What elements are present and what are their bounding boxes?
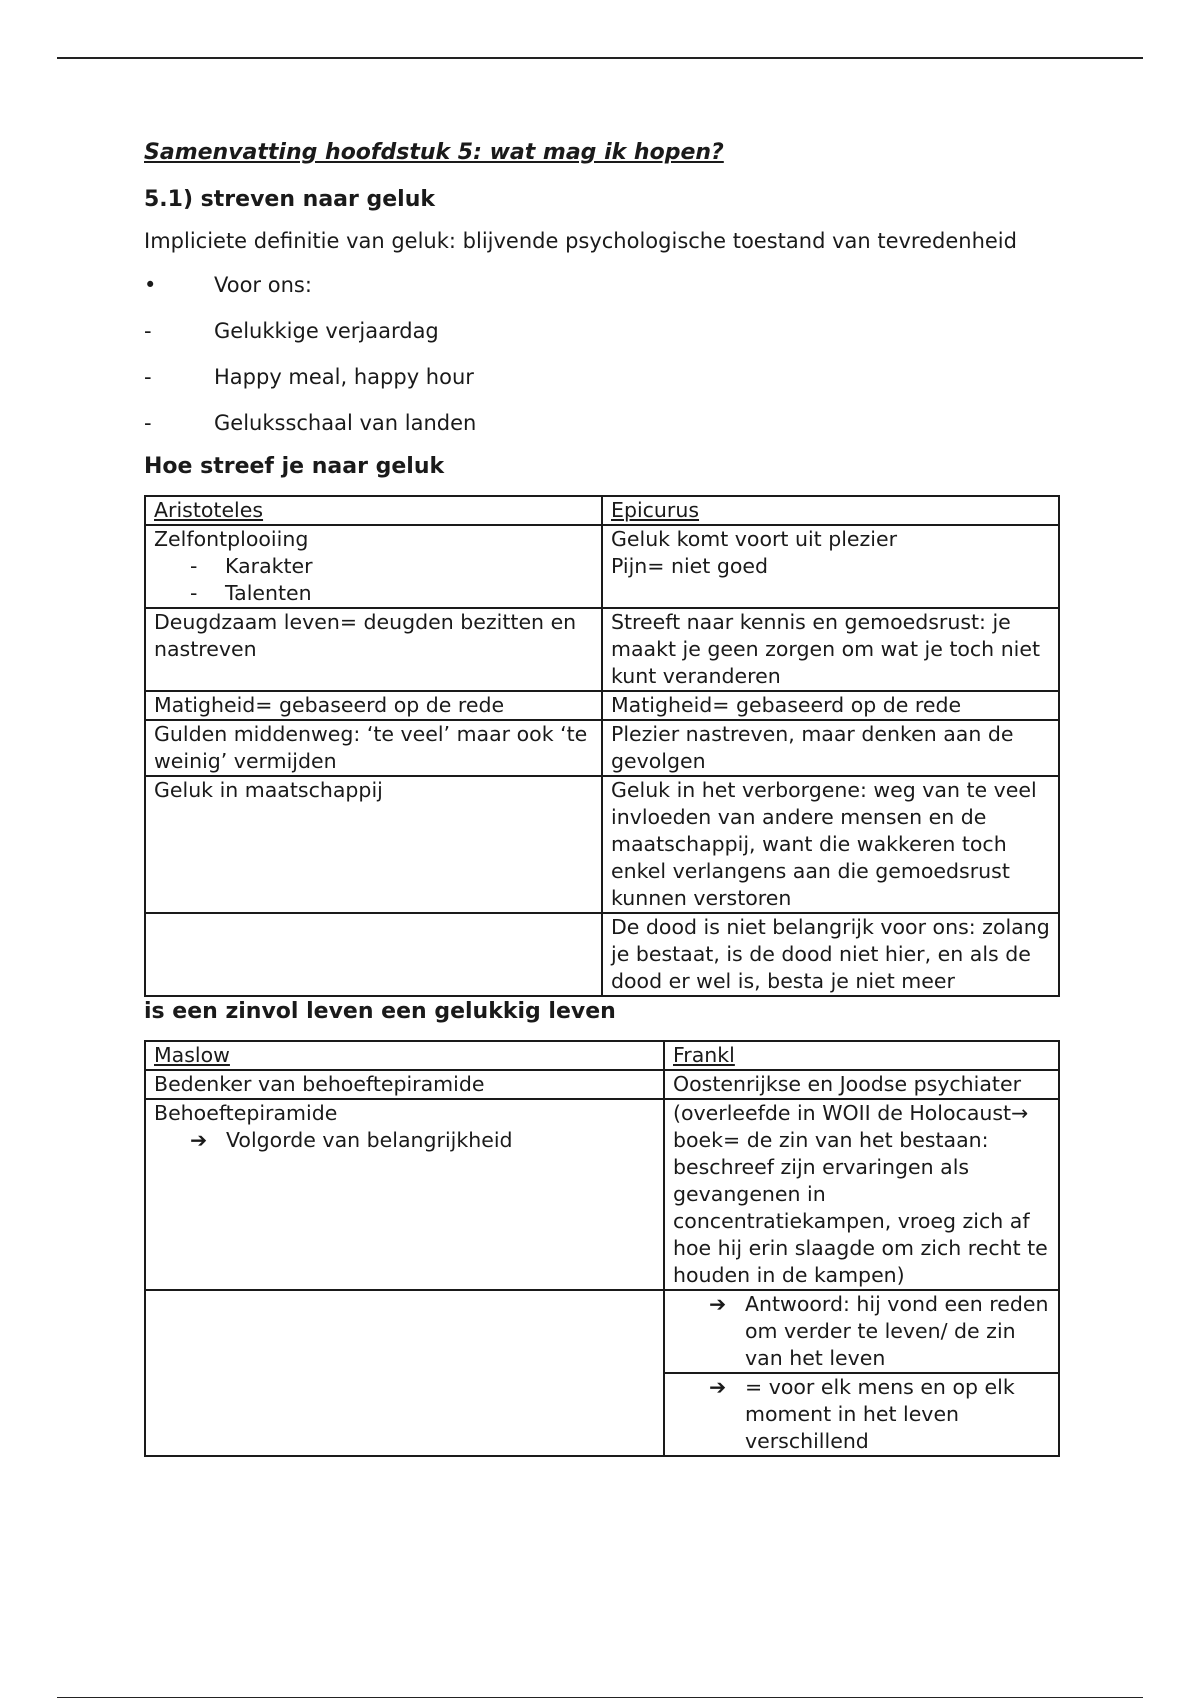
list-item	[144, 270, 1064, 300]
table-row	[145, 1290, 1059, 1373]
cell-text: Behoeftepiramide	[154, 1101, 338, 1125]
list-item-text: Karakter	[225, 554, 313, 578]
list-item	[190, 1127, 655, 1154]
table-cell	[145, 913, 602, 996]
cell-text: Zelfontplooiing	[154, 527, 309, 551]
subheading-geluk: Hoe streef je naar geluk	[144, 454, 445, 479]
table-cell: Geluk in het verborgene: weg van te veel invloeden van andere mensen en de maatschappij, want die wakkeren toch enkel verlangens aan die gemoedsrust kunnen verstoren	[602, 776, 1059, 913]
list-item: - Karakter	[190, 554, 313, 578]
arrow-list	[673, 1374, 1050, 1455]
subheading-zinvol-leven: is een zinvol leven een gelukkig leven	[144, 999, 616, 1024]
table-header-row	[145, 1041, 1059, 1070]
table-cell: Gulden middenweg: ‘te veel’ maar ook ‘te weinig’ vermijden	[145, 720, 602, 776]
table-cell: Matigheid= gebaseerd op de rede	[145, 691, 602, 720]
dash-marker: -	[144, 319, 152, 343]
list-item-text: Talenten	[225, 581, 312, 605]
list-item-text: Antwoord: hij vond een reden om verder te leven/ de zin van het leven	[745, 1292, 1049, 1370]
list-item	[709, 1374, 1050, 1455]
arrow-right-icon: ➔	[709, 1375, 727, 1399]
bottom-rule	[57, 1697, 1143, 1698]
top-rule	[57, 57, 1143, 59]
table-row	[145, 720, 1059, 776]
arrow-right-icon: ➔	[190, 1128, 208, 1152]
dash-marker: -	[144, 365, 152, 389]
bullet-marker: •	[144, 273, 157, 297]
table-cell: Geluk in maatschappij	[145, 776, 602, 913]
table-cell	[602, 525, 1059, 608]
table-row	[145, 1070, 1059, 1099]
table-cell: Streeft naar kennis en gemoedsrust: je maakt je geen zorgen om wat je toch niet kunt veranderen	[602, 608, 1059, 691]
page-title: Samenvatting hoofdstuk 5: wat mag ik hopen?	[144, 140, 724, 165]
arrow-list	[673, 1291, 1050, 1372]
table-cell: Oostenrijkse en Joodse psychiater	[664, 1070, 1059, 1099]
header-frankl: Frankl	[664, 1041, 1059, 1070]
definition-paragraph: Impliciete definitie van geluk: blijvende psychologische toestand van tevredenheid	[144, 229, 1017, 253]
list-item: - Talenten	[190, 581, 312, 605]
table-cell: Plezier nastreven, maar denken aan de gevolgen	[602, 720, 1059, 776]
list-item-text: Geluksschaal van landen	[214, 411, 477, 435]
header-epicurus: Epicurus	[602, 496, 1059, 525]
list-item	[144, 408, 1064, 438]
table-cell	[664, 1290, 1059, 1373]
table-maslow-frankl	[144, 1040, 1060, 1457]
dash-marker: -	[144, 411, 152, 435]
cell-text: Geluk komt voort uit plezier	[611, 527, 898, 551]
table-header-row	[145, 496, 1059, 525]
list-item-text: = voor elk mens en op elk moment in het leven verschillend	[745, 1375, 1015, 1453]
table-cell	[664, 1373, 1059, 1456]
table-cell	[145, 1290, 664, 1456]
document-body	[144, 140, 1064, 1457]
arrow-right-icon: ➔	[709, 1292, 727, 1316]
list-item	[144, 362, 1064, 392]
header-aristoteles: Aristoteles	[145, 496, 602, 525]
table-row	[145, 608, 1059, 691]
table-row	[145, 776, 1059, 913]
table-cell: De dood is niet belangrijk voor ons: zolang je bestaat, is de dood niet hier, en als de dood er wel is, besta je niet meer	[602, 913, 1059, 996]
cell-text: Pijn= niet goed	[611, 554, 769, 578]
list-item-text: Voor ons:	[214, 273, 312, 297]
sub-list	[154, 553, 593, 607]
table-cell	[145, 1099, 664, 1290]
header-maslow: Maslow	[145, 1041, 664, 1070]
table-cell: Bedenker van behoeftepiramide	[145, 1070, 664, 1099]
table-cell: Deugdzaam leven= deugden bezitten en nastreven	[145, 608, 602, 691]
table-row	[145, 691, 1059, 720]
list-item	[709, 1291, 1050, 1372]
bullet-list	[144, 270, 1064, 438]
arrow-list	[154, 1127, 655, 1154]
table-row	[145, 525, 1059, 608]
table-row	[145, 913, 1059, 996]
table-cell: Matigheid= gebaseerd op de rede	[602, 691, 1059, 720]
section-heading: 5.1) streven naar geluk	[144, 187, 436, 212]
table-aristoteles-epicurus	[144, 495, 1060, 997]
table-cell: (overleefde in WOII de Holocaust→ boek= de zin van het bestaan: beschreef zijn ervaringen als gevangenen in concentratiekampen, vroeg zich af hoe hij erin slaagde om zich recht te houden in de kampen)	[664, 1099, 1059, 1290]
list-item-text: Happy meal, happy hour	[214, 365, 474, 389]
table-row	[145, 1099, 1059, 1290]
table-cell	[145, 525, 602, 608]
list-item	[144, 316, 1064, 346]
list-item-text: Gelukkige verjaardag	[214, 319, 439, 343]
list-item-text: Volgorde van belangrijkheid	[226, 1128, 513, 1152]
